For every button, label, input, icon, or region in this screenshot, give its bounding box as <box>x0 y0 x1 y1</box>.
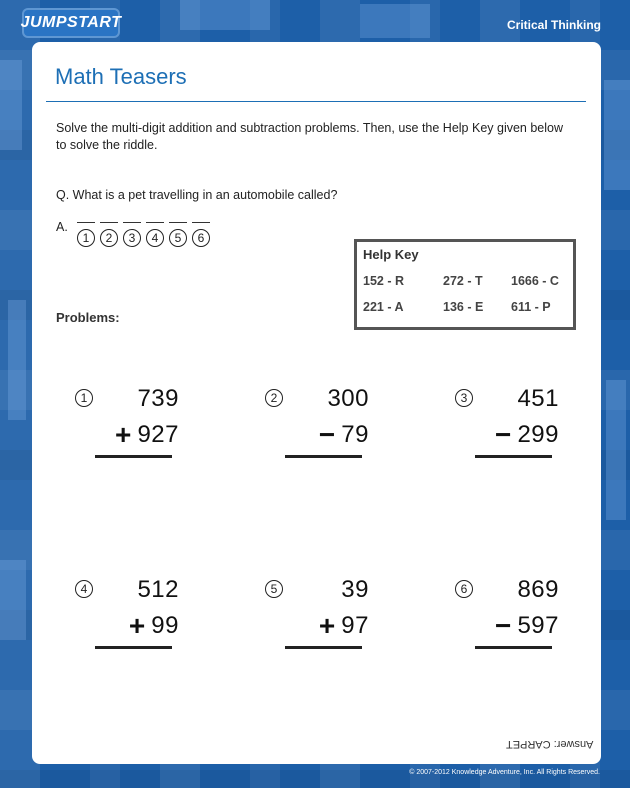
operator-sign: − <box>495 610 512 641</box>
decor-block <box>604 80 630 190</box>
answer-slot[interactable] <box>191 222 211 247</box>
category-label: Critical Thinking <box>506 18 601 32</box>
problem-bottom-number: 927 <box>137 421 179 448</box>
problem-5 <box>265 576 375 656</box>
problem-number-badge: 1 <box>75 389 93 407</box>
help-key-entry: 1666 - C <box>511 274 559 288</box>
answer-slot[interactable] <box>76 222 96 247</box>
decor-block <box>360 4 430 38</box>
operator-sign: + <box>318 610 336 641</box>
help-key-grid <box>363 274 567 314</box>
problem-number-badge: 4 <box>75 580 93 598</box>
slot-number-badge: 5 <box>169 229 187 247</box>
answer-line <box>95 646 172 649</box>
upside-down-answer: Answer: CARPET <box>506 738 594 750</box>
problem-4 <box>75 576 185 656</box>
slot-number-badge: 2 <box>100 229 118 247</box>
decor-block <box>0 60 22 150</box>
problem-number-badge: 3 <box>455 389 473 407</box>
problem-bottom-row <box>491 610 559 642</box>
problem-bottom-row <box>111 419 179 451</box>
problem-bottom-number: 597 <box>517 612 559 639</box>
decor-block <box>180 0 270 30</box>
operator-sign: + <box>128 610 146 641</box>
copyright-text: © 2007-2012 Knowledge Adventure, Inc. All Rights Reserved. <box>409 769 600 776</box>
help-key-entry: 611 - P <box>511 300 551 314</box>
answer-line <box>475 646 552 649</box>
help-key-title: Help Key <box>363 247 419 262</box>
help-key-entry: 152 - R <box>363 274 404 288</box>
problem-2 <box>265 385 375 465</box>
answer-line <box>95 455 172 458</box>
answer-line <box>475 455 552 458</box>
problem-bottom-row <box>315 419 369 451</box>
jumpstart-logo[interactable] <box>22 8 120 38</box>
help-key-entry: 221 - A <box>363 300 404 314</box>
problem-bottom-number: 299 <box>517 421 559 448</box>
problem-bottom-number: 97 <box>341 612 369 639</box>
problem-bottom-row <box>125 610 179 642</box>
problem-top-number: 512 <box>137 576 179 603</box>
problem-bottom-row <box>315 610 369 642</box>
answer-line <box>285 646 362 649</box>
problems-heading: Problems: <box>56 310 120 325</box>
instructions-text: Solve the multi-digit addition and subtraction problems. Then, use the Help Key given below to solve the riddle. <box>56 121 564 152</box>
decor-block <box>8 300 26 420</box>
slot-number-badge: 3 <box>123 229 141 247</box>
operator-sign: − <box>318 419 336 450</box>
logo-text: JUMPSTART <box>20 14 122 31</box>
operator-sign: − <box>495 419 512 450</box>
answer-label: A. <box>56 220 68 234</box>
help-key-box <box>354 239 576 330</box>
problem-bottom-number: 79 <box>341 421 369 448</box>
problem-top-number: 300 <box>327 385 369 412</box>
page-title: Math Teasers <box>55 64 187 89</box>
answer-slot[interactable] <box>99 222 119 247</box>
problem-3 <box>455 385 565 465</box>
worksheet-card <box>32 42 601 764</box>
problem-number-badge: 6 <box>455 580 473 598</box>
problem-1 <box>75 385 185 465</box>
problem-bottom-number: 99 <box>151 612 179 639</box>
slot-number-badge: 4 <box>146 229 164 247</box>
problem-top-number: 451 <box>517 385 559 412</box>
slot-number-badge: 1 <box>77 229 95 247</box>
riddle-question: Q. What is a pet travelling in an automobile called? <box>56 188 338 202</box>
problem-number-badge: 5 <box>265 580 283 598</box>
answer-line <box>285 455 362 458</box>
operator-sign: + <box>115 419 132 450</box>
answer-slot[interactable] <box>168 222 188 247</box>
problem-6 <box>455 576 565 656</box>
problem-top-number: 39 <box>341 576 369 603</box>
decor-block <box>606 380 626 520</box>
problem-top-number: 869 <box>517 576 559 603</box>
problem-top-number: 739 <box>137 385 179 412</box>
answer-blanks <box>76 222 211 247</box>
help-key-entry: 272 - T <box>443 274 483 288</box>
title-divider <box>46 101 586 102</box>
problem-bottom-row <box>491 419 559 451</box>
answer-slot[interactable] <box>145 222 165 247</box>
answer-slot[interactable] <box>122 222 142 247</box>
help-key-entry: 136 - E <box>443 300 484 314</box>
problem-number-badge: 2 <box>265 389 283 407</box>
decor-block <box>0 560 26 640</box>
slot-number-badge: 6 <box>192 229 210 247</box>
